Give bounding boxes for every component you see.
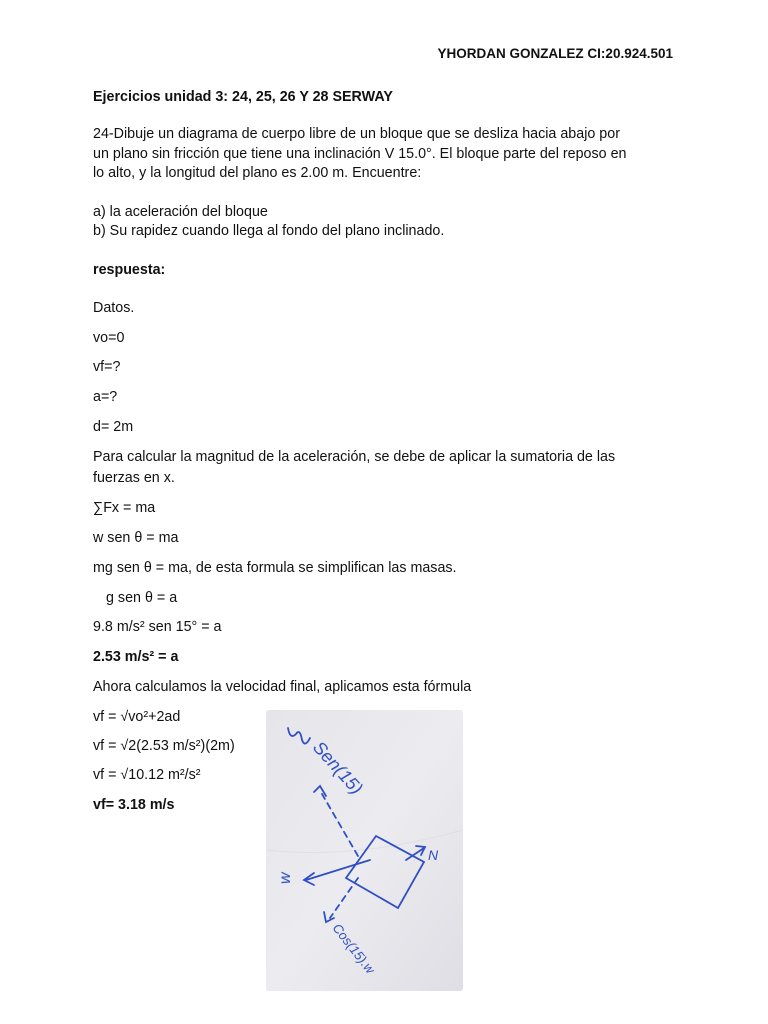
explanation-line-2: fuerzas en x.: [93, 470, 175, 486]
given-vf: vf=?: [93, 359, 121, 375]
label-w-left: w: [277, 872, 294, 884]
velocity-formula: vf = √vo²+2ad: [93, 709, 181, 725]
label-n: N: [428, 847, 439, 863]
result-velocity: vf= 3.18 m/s: [93, 797, 175, 813]
problem-item-b: b) Su rapidez cuando llega al fondo del plano inclinado.: [93, 223, 445, 239]
equation-substitution: 9.8 m/s² sen 15° = a: [93, 619, 222, 635]
problem-line-3: lo alto, y la longitud del plano es 2.00 m. Encuentre:: [93, 165, 422, 181]
free-body-diagram-sketch: [266, 710, 463, 991]
problem-item-a: a) la aceleración del bloque: [93, 204, 268, 220]
exercise-heading: Ejercicios unidad 3: 24, 25, 26 Y 28 SERWAY: [93, 89, 393, 105]
free-body-diagram-photo: [266, 710, 463, 991]
problem-line-2: un plano sin fricción que tiene una inclinación V 15.0°. El bloque parte del reposo en: [93, 146, 627, 162]
answer-label: respuesta:: [93, 262, 166, 278]
velocity-sqrt: vf = √10.12 m²/s²: [93, 767, 201, 783]
label-sen: Sen(15): [309, 737, 367, 799]
result-acceleration: 2.53 m/s² = a: [93, 649, 179, 665]
label-cos: Cos(15).w: [329, 920, 378, 977]
problem-line-1: 24-Dibuje un diagrama de cuerpo libre de un bloque que se desliza hacia abajo por: [93, 126, 620, 142]
given-a: a=?: [93, 389, 118, 405]
equation-w-sen: w sen θ = ma: [93, 530, 179, 546]
explanation-line-1: Para calcular la magnitud de la aceleración, se debe de aplicar la sumatoria de las: [93, 449, 616, 465]
velocity-intro: Ahora calculamos la velocidad final, aplicamos esta fórmula: [93, 679, 472, 695]
velocity-substitution: vf = √2(2.53 m/s²)(2m): [93, 738, 235, 754]
equation-g-sen: g sen θ = a: [106, 590, 178, 606]
given-vo: vo=0: [93, 330, 125, 346]
equation-sum-fx: ∑Fx = ma: [93, 500, 156, 516]
author-header: YHORDAN GONZALEZ CI:20.924.501: [437, 46, 673, 61]
given-d: d= 2m: [93, 419, 134, 435]
equation-mg-sen: mg sen θ = ma, de esta formula se simplifican las masas.: [93, 560, 457, 576]
datos-label: Datos.: [93, 300, 135, 316]
